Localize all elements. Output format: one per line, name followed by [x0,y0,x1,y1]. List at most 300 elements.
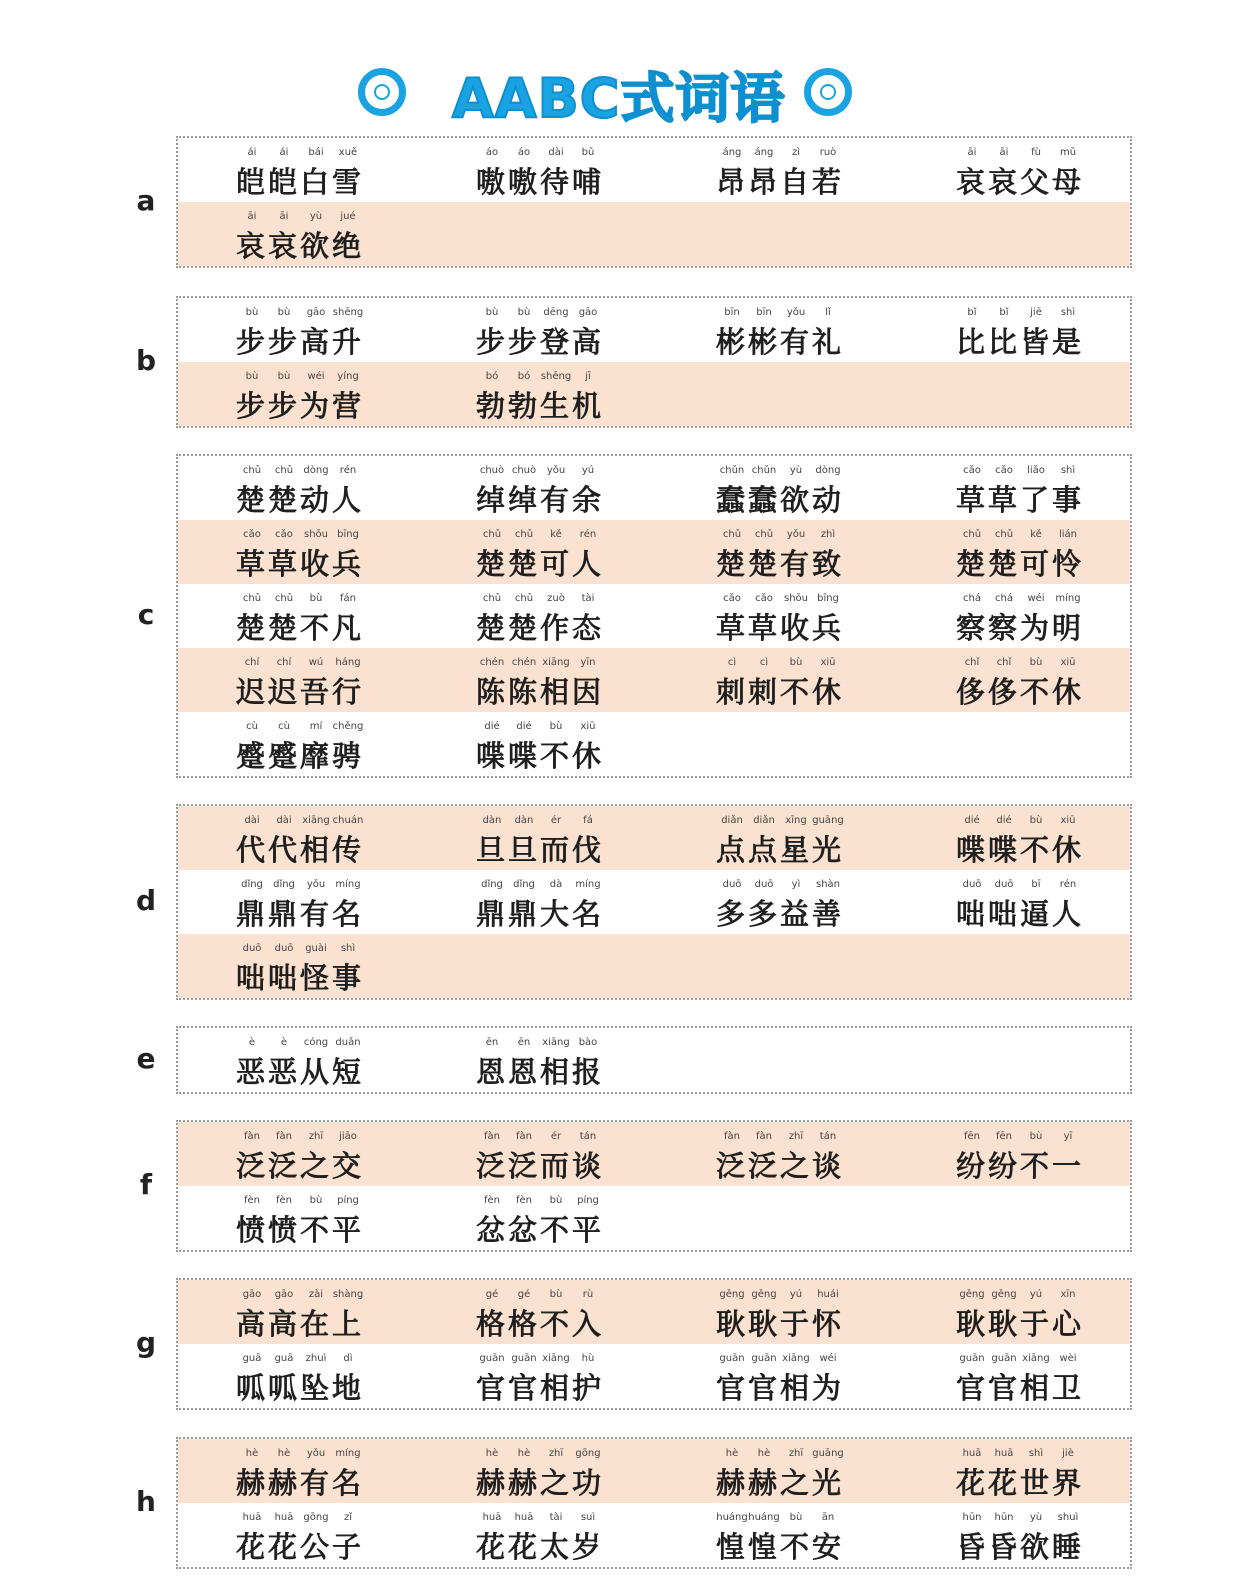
idiom-item [956,298,1156,362]
pinyin-syllable: xiū [580,721,596,732]
group-g [176,1278,1132,1410]
pinyin-syllable: wèi [1059,1353,1077,1364]
idiom-text: 鼎鼎大名 [476,897,605,931]
pinyin-syllable: zài [308,1289,324,1300]
pinyin-syllable: yíng [337,371,359,382]
pinyin [476,307,604,318]
idiom-item [476,648,676,712]
pinyin-syllable: chǔ [242,593,262,604]
idiom-item [236,520,436,584]
section-letter: c [137,598,155,631]
idiom-text: 楚楚不凡 [236,611,365,645]
pinyin [476,1289,604,1300]
pinyin-syllable: shōu [783,593,808,604]
pinyin-syllable: shì [340,943,356,954]
idiom-item [476,362,676,426]
idiom-item [956,806,1156,870]
idiom-item [476,520,676,584]
idiom-item [476,1344,676,1408]
pinyin-syllable: chén [479,657,505,668]
pinyin [956,465,1084,476]
pinyin [236,1512,364,1523]
pinyin [476,721,604,732]
pinyin [236,465,364,476]
pinyin-syllable: gěng [991,1289,1017,1300]
idiom-item [476,1280,676,1344]
word-row [178,934,1130,998]
pinyin-syllable: fēn [995,1131,1012,1142]
pinyin [956,815,1084,826]
idiom-item [716,1439,916,1503]
pinyin [236,1131,364,1142]
idiom-item [236,934,436,998]
idiom-text: 步步高升 [236,325,365,359]
pinyin-syllable: fàn [516,1131,532,1142]
idiom-item [476,138,676,202]
section-letter: a [136,184,156,217]
idiom-text: 官官相为 [716,1371,845,1405]
word-row [178,456,1130,520]
pinyin-syllable: míng [335,1448,361,1459]
idiom-text: 嗷嗷待哺 [476,165,605,199]
idiom-text: 草草收兵 [716,611,845,645]
pinyin-syllable: cù [278,721,290,732]
pinyin [716,1289,844,1300]
idiom-item [236,1028,436,1092]
group-e [176,1026,1132,1094]
pinyin-syllable: fàn [276,1131,292,1142]
idiom-item [716,806,916,870]
idiom-item [236,1186,436,1250]
pinyin [956,657,1084,668]
pinyin-syllable: xiū [1060,657,1076,668]
pinyin-syllable: yī [1063,1131,1073,1142]
pinyin [716,879,844,890]
pinyin-syllable: yǒu [786,307,806,318]
pinyin-syllable: gāo [274,1289,294,1300]
pinyin [956,1512,1084,1523]
idiom-item [956,456,1156,520]
pinyin-syllable: xuě [338,147,358,158]
pinyin-syllable: hù [581,1353,595,1364]
pinyin-syllable: chuò [479,465,505,476]
pinyin-syllable: duō [722,879,742,890]
pinyin [476,593,604,604]
pinyin-syllable: ái [247,147,257,158]
pinyin-syllable: chí [244,657,260,668]
pinyin-syllable: xiāng [302,815,330,826]
pinyin-syllable: huā [242,1512,262,1523]
idiom-item [716,520,916,584]
idiom-text: 官官相护 [476,1371,605,1405]
pinyin-syllable: yù [789,465,803,476]
idiom-text: 迟迟吾行 [236,675,365,709]
idiom-item [716,298,916,362]
pinyin-syllable: bù [549,1289,563,1300]
pinyin-syllable: dì [343,1353,353,1364]
pinyin-syllable: yīn [580,657,596,668]
pinyin-syllable: wéi [1027,593,1045,604]
pinyin-syllable: kě [550,529,562,540]
idiom-text: 楚楚有致 [716,547,845,581]
pinyin [716,1448,844,1459]
pinyin-syllable: hè [245,1448,259,1459]
pinyin-syllable: è [248,1037,256,1048]
pinyin-syllable: cǎo [723,593,741,604]
pinyin-syllable: chǔ [722,529,742,540]
pinyin-syllable: xiū [1060,815,1076,826]
idiom-text: 察察为明 [956,611,1085,645]
idiom-text: 花花世界 [956,1466,1085,1500]
pinyin-syllable: guān [959,1353,985,1364]
pinyin-syllable: dòng [815,465,841,476]
pinyin-syllable: chǔ [274,593,294,604]
pinyin-syllable: āi [999,147,1009,158]
pinyin-syllable: míng [575,879,601,890]
idiom-text: 喋喋不休 [476,739,605,773]
pinyin-syllable: chǐ [996,657,1012,668]
pinyin-syllable: shàng [332,1289,364,1300]
pinyin-syllable: hè [725,1448,739,1459]
pinyin-syllable: shì [1060,307,1076,318]
pinyin-syllable: guài [305,943,327,954]
section-letter: f [139,1168,153,1201]
pinyin-syllable: lǐ [825,307,831,318]
pinyin-syllable: huáng [716,1512,748,1523]
word-row [178,138,1130,202]
idiom-text: 刺刺不休 [716,675,845,709]
idiom-text: 楚楚可人 [476,547,605,581]
pinyin-syllable: cù [246,721,258,732]
pinyin-syllable: xiāng [542,1037,570,1048]
pinyin-syllable: hūn [962,1512,982,1523]
pinyin-syllable: cǎo [275,529,293,540]
pinyin [236,721,364,732]
pinyin-syllable: shì [1028,1448,1044,1459]
idiom-text: 恩恩相报 [476,1055,605,1089]
idiom-item [956,1439,1156,1503]
pinyin-syllable: yú [1029,1289,1043,1300]
pinyin-syllable: diǎn [721,815,743,826]
pinyin [236,943,364,954]
pinyin-syllable: chǔ [994,529,1014,540]
pinyin-syllable: lián [1058,529,1078,540]
pinyin-syllable: bù [277,371,291,382]
idiom-item [236,584,436,648]
pinyin-syllable: dēng [543,307,569,318]
pinyin-syllable: gāo [306,307,326,318]
idiom-item [236,138,436,202]
pinyin-syllable: liǎo [1027,465,1045,476]
word-row [178,298,1130,362]
pinyin-syllable: dié [484,721,500,732]
pinyin-syllable: dǐng [241,879,263,890]
pinyin-syllable: è [280,1037,288,1048]
pinyin-syllable: rén [579,529,597,540]
idiom-text: 侈侈不休 [956,675,1085,709]
pinyin-syllable: fàn [484,1131,500,1142]
pinyin [476,529,604,540]
word-row [178,1503,1130,1567]
idiom-text: 格格不入 [476,1307,605,1341]
word-row [178,362,1130,426]
idiom-item [956,1122,1156,1186]
idiom-text: 忿忿不平 [476,1213,605,1247]
pinyin-syllable: yǒu [786,529,806,540]
pinyin-syllable: yú [581,465,595,476]
pinyin-syllable: guān [511,1353,537,1364]
pinyin-syllable: tài [549,1512,563,1523]
pinyin-syllable: ēn [517,1037,531,1048]
pinyin [716,529,844,540]
idiom-text: 赫赫之光 [716,1466,845,1500]
pinyin-syllable: gōng [303,1512,329,1523]
pinyin-syllable: bīn [724,307,740,318]
group-h [176,1437,1132,1569]
pinyin-syllable: bù [517,307,531,318]
pinyin-syllable: zì [791,147,801,158]
section-letter: e [136,1042,156,1075]
pinyin-syllable: bó [517,371,531,382]
pinyin-syllable: guān [479,1353,505,1364]
pinyin-syllable: chǔn [751,465,777,476]
idiom-text: 代代相传 [236,833,365,867]
idiom-text: 草草了事 [956,483,1085,517]
pinyin-syllable: fàn [756,1131,772,1142]
idiom-item [476,712,676,776]
idiom-text: 楚楚动人 [236,483,365,517]
idiom-text: 耿耿于怀 [716,1307,845,1341]
pinyin-syllable: ēn [485,1037,499,1048]
pinyin-syllable: zhuì [305,1353,327,1364]
pinyin-syllable: píng [337,1195,359,1206]
pinyin-syllable: chǔn [719,465,745,476]
pinyin-syllable: dié [516,721,532,732]
pinyin-syllable: dǐng [513,879,535,890]
idiom-item [476,1439,676,1503]
idiom-text: 纷纷不一 [956,1149,1085,1183]
pinyin-syllable: bái [308,147,324,158]
pinyin-syllable: bù [309,1195,323,1206]
pinyin-syllable: yǒu [306,879,326,890]
idiom-text: 赫赫之功 [476,1466,605,1500]
pinyin [476,147,604,158]
idiom-text: 皑皑白雪 [236,165,365,199]
idiom-text: 恶恶从短 [236,1055,365,1089]
pinyin-syllable: guā [274,1353,294,1364]
word-row [178,712,1130,776]
pinyin [236,307,364,318]
pinyin-syllable: āi [967,147,977,158]
pinyin-syllable: dàn [482,815,502,826]
pinyin-syllable: bī [1031,879,1041,890]
pinyin-syllable: fù [1031,147,1041,158]
idiom-item [476,456,676,520]
pinyin [236,371,364,382]
idiom-text: 昂昂自若 [716,165,845,199]
pinyin-syllable: fèn [483,1195,500,1206]
idiom-item [956,1344,1156,1408]
word-row [178,648,1130,712]
pinyin-syllable: gōng [575,1448,601,1459]
pinyin-syllable: xiāng [542,1353,570,1364]
pinyin-syllable: gé [485,1289,499,1300]
pinyin-syllable: gāo [242,1289,262,1300]
pinyin-syllable: gěng [959,1289,985,1300]
pinyin-syllable: fèn [275,1195,292,1206]
idiom-item [236,456,436,520]
title-bar [0,52,1242,132]
idiom-item [236,806,436,870]
pinyin-syllable: tán [579,1131,597,1142]
idiom-text: 鼎鼎有名 [236,897,365,931]
idiom-item [716,1280,916,1344]
pinyin [956,1131,1084,1142]
word-row [178,1344,1130,1408]
pinyin [236,657,364,668]
pinyin [716,1512,844,1523]
section-letter: b [135,344,157,377]
pinyin-syllable: bù [485,307,499,318]
idiom-item [476,298,676,362]
pinyin-syllable: huā [274,1512,294,1523]
idiom-text: 绰绰有余 [476,483,605,517]
word-row [178,1028,1130,1092]
pinyin [236,879,364,890]
pinyin-syllable: chǔ [514,529,534,540]
pinyin-syllable: yú [789,1289,803,1300]
pinyin-syllable: bīng [337,529,359,540]
idiom-item [716,1122,916,1186]
idiom-text: 高高在上 [236,1307,365,1341]
pinyin-syllable: bù [245,307,259,318]
pinyin [476,1448,604,1459]
idiom-item [956,520,1156,584]
pinyin [236,1353,364,1364]
pinyin-syllable: jiē [1030,307,1042,318]
idiom-item [956,138,1156,202]
pinyin-syllable: duō [962,879,982,890]
pinyin-syllable: hè [485,1448,499,1459]
pinyin-syllable: fán [340,593,356,604]
pinyin-syllable: chí [276,657,292,668]
pinyin-syllable: bù [1029,815,1043,826]
idiom-text: 陈陈相因 [476,675,605,709]
pinyin-syllable: zhī [788,1131,804,1142]
pinyin-syllable: fàn [244,1131,260,1142]
pinyin [236,211,364,222]
pinyin-syllable: píng [577,1195,599,1206]
idiom-item [716,870,916,934]
idiom-item [476,870,676,934]
idiom-item [236,1439,436,1503]
pinyin [236,529,364,540]
pinyin-syllable: hè [517,1448,531,1459]
pinyin-syllable: chuò [511,465,537,476]
word-row [178,520,1130,584]
idiom-text: 旦旦而伐 [476,833,605,867]
pinyin [956,1289,1084,1300]
idiom-text: 泛泛之谈 [716,1149,845,1183]
pinyin [476,657,604,668]
pinyin-syllable: xiāng [782,1353,810,1364]
idiom-text: 花花公子 [236,1530,365,1564]
idiom-text: 喋喋不休 [956,833,1085,867]
pinyin [236,1195,364,1206]
pinyin [956,147,1084,158]
pinyin-syllable: shōu [303,529,328,540]
word-row [178,806,1130,870]
pinyin-syllable: chá [995,593,1013,604]
pinyin [476,1512,604,1523]
pinyin [956,879,1084,890]
pinyin-syllable: jiāo [339,1131,357,1142]
idiom-item [236,648,436,712]
idiom-item [236,1503,436,1567]
idiom-text: 哀哀欲绝 [236,229,365,263]
pinyin-syllable: cǎo [963,465,981,476]
pinyin-syllable: guā [242,1353,262,1364]
pinyin-syllable: xiāng [542,657,570,668]
idiom-item [716,456,916,520]
pinyin-syllable: cǎo [995,465,1013,476]
pinyin-syllable: guāng [812,1448,844,1459]
idiom-item [236,202,436,266]
pinyin-syllable: dié [964,815,980,826]
group-c [176,454,1132,778]
pinyin-syllable: bào [578,1037,598,1048]
pinyin-syllable: míng [1055,593,1081,604]
pinyin-syllable: bù [789,1512,803,1523]
idiom-item [236,298,436,362]
group-f [176,1120,1132,1252]
pinyin [236,1448,364,1459]
idiom-text: 彬彬有礼 [716,325,845,359]
pinyin [716,815,844,826]
pinyin-syllable: gěng [719,1289,745,1300]
pinyin-syllable: hè [277,1448,291,1459]
pinyin [476,371,604,382]
idiom-text: 花花太岁 [476,1530,605,1564]
pinyin-syllable: tài [581,593,595,604]
pinyin [716,1131,844,1142]
pinyin-syllable: bù [1029,1131,1043,1142]
pinyin-syllable: huā [482,1512,502,1523]
pinyin-syllable: míng [335,879,361,890]
pinyin-syllable: rù [582,1289,594,1300]
pinyin-syllable: chǔ [274,465,294,476]
pinyin-syllable: duǎn [335,1037,361,1048]
idiom-item [716,138,916,202]
pinyin [476,1195,604,1206]
pinyin-syllable: bù [277,307,291,318]
pinyin-syllable: jī [585,371,591,382]
idiom-text: 哀哀父母 [956,165,1085,199]
idiom-text: 楚楚作态 [476,611,605,645]
idiom-item [476,1503,676,1567]
pinyin-syllable: huā [514,1512,534,1523]
pinyin-syllable: chǔ [962,529,982,540]
pinyin-syllable: zhì [820,529,836,540]
pinyin-syllable: chǔ [242,465,262,476]
pinyin-syllable: dòng [303,465,329,476]
idiom-text: 咄咄逼人 [956,897,1085,931]
pinyin-syllable: chén [511,657,537,668]
pinyin-syllable: duō [274,943,294,954]
pinyin-syllable: huā [962,1448,982,1459]
pinyin-syllable: cǎo [755,593,773,604]
idiom-text: 多多益善 [716,897,845,931]
